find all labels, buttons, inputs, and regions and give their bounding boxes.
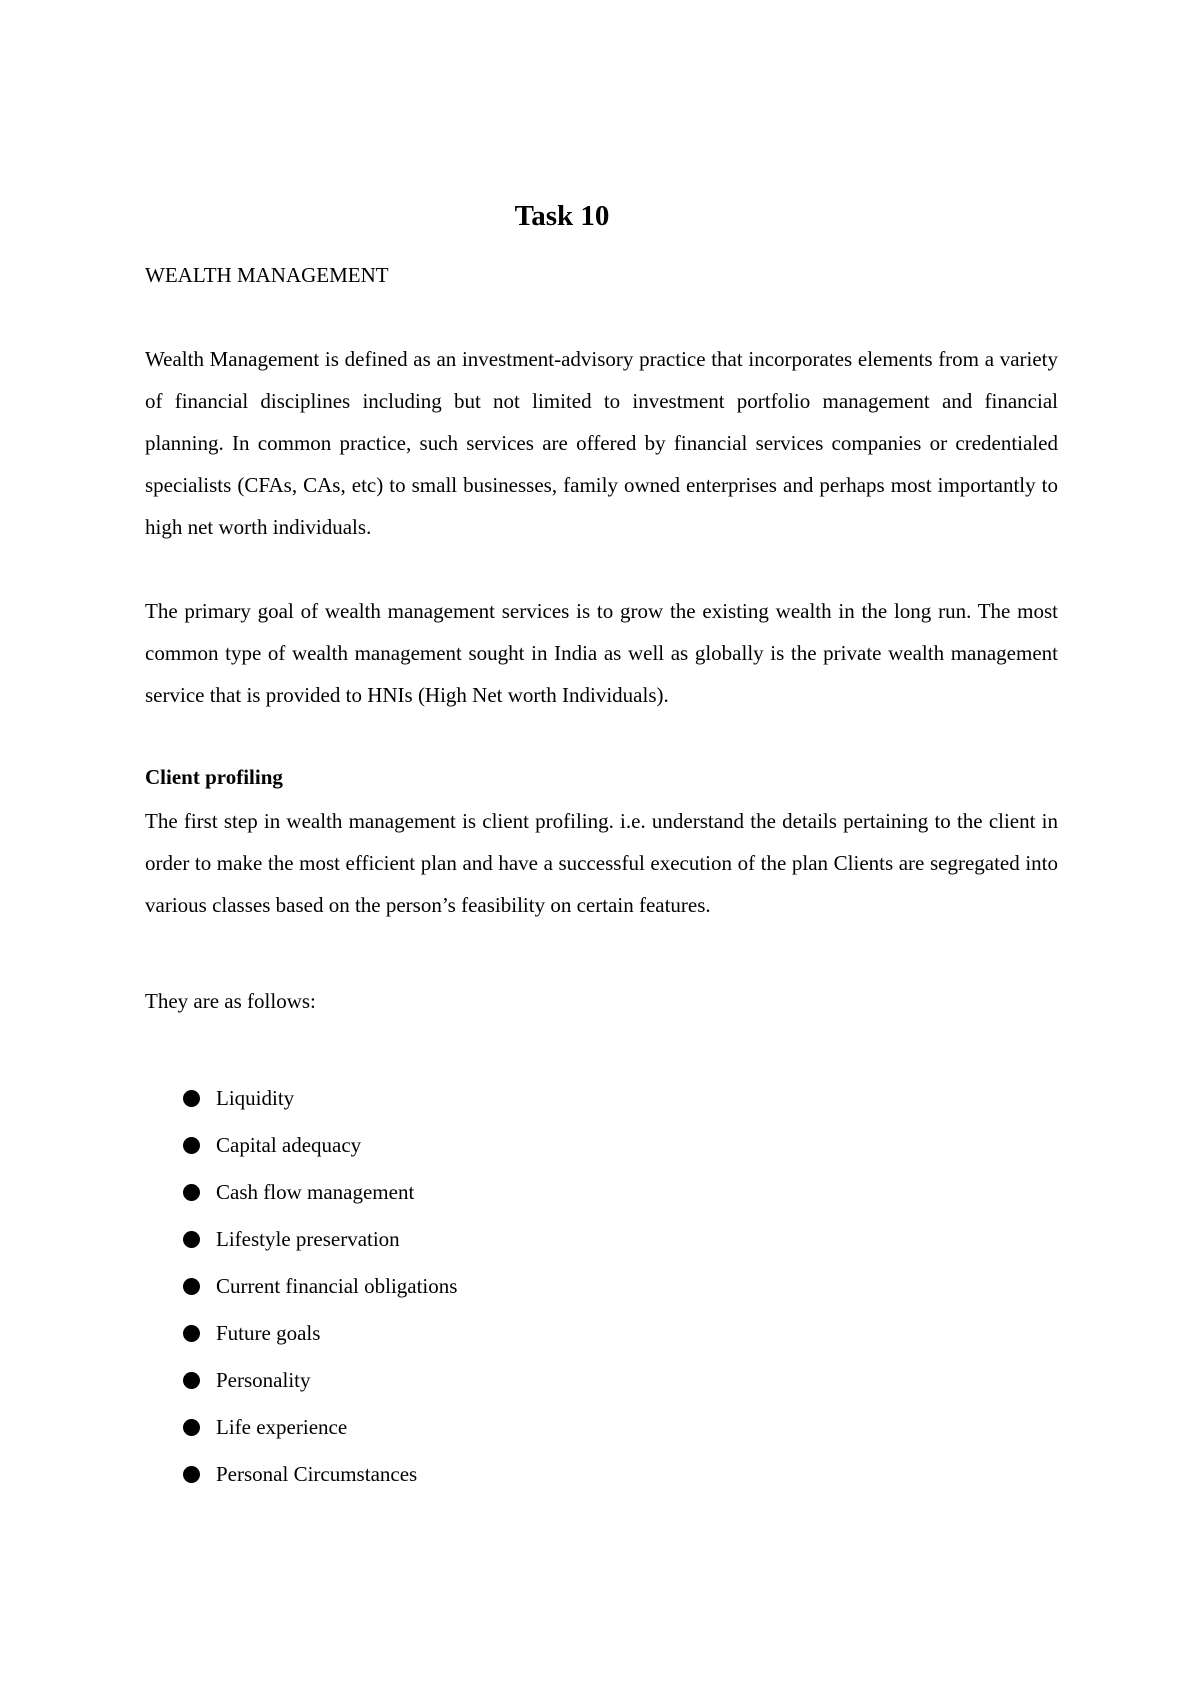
- list-item-label: Lifestyle preservation: [216, 1227, 400, 1251]
- page-title: Task 10: [514, 200, 610, 232]
- list-item-label: Liquidity: [216, 1086, 295, 1110]
- section-heading: WEALTH MANAGEMENT: [145, 263, 389, 287]
- list-item: [183, 1404, 457, 1451]
- list-intro: They are as follows:: [145, 989, 316, 1013]
- list-item: [183, 1075, 457, 1122]
- list-item: [183, 1357, 457, 1404]
- bullet-icon: [183, 1278, 200, 1295]
- bullet-icon: [183, 1325, 200, 1342]
- bullet-icon: [183, 1184, 200, 1201]
- list-item-label: Personal Circumstances: [216, 1462, 418, 1486]
- intro-paragraph: Wealth Management is defined as an investment-advisory practice that incorporates elements from a variety of financial disciplines including but not limited to investment portfolio management and financial planning. In common practice, such services are offered by financial services companies or credentialed specialists (CFAs, CAs, etc) to small businesses, family owned enterprises and perhaps most importantly to high net worth individuals.: [145, 347, 1058, 539]
- goal-paragraph: The primary goal of wealth management services is to grow the existing wealth in the long run. The most common type of wealth management sought in India as well as globally is the private wealth management service that is provided to HNIs (High Net worth Individuals).: [145, 599, 1058, 707]
- client-profiling-paragraph: The first step in wealth management is client profiling. i.e. understand the details pertaining to the client in order to make the most efficient plan and have a successful execution of the plan Clients are segregated into various classes based on the person’s feasibility on certain features.: [145, 809, 1058, 917]
- list-item-label: Current financial obligations: [216, 1274, 458, 1298]
- list-item: [183, 1451, 457, 1498]
- list-item: [183, 1216, 457, 1263]
- list-item: [183, 1169, 457, 1216]
- bullet-icon: [183, 1090, 200, 1107]
- client-profiling-heading: Client profiling: [145, 765, 283, 789]
- list-item-label: Personality: [216, 1368, 311, 1392]
- list-item-label: Capital adequacy: [216, 1133, 362, 1157]
- list-item: [183, 1122, 457, 1169]
- feature-list: [183, 1075, 457, 1498]
- list-item: [183, 1310, 457, 1357]
- list-item-label: Cash flow management: [216, 1180, 415, 1204]
- bullet-icon: [183, 1137, 200, 1154]
- bullet-icon: [183, 1419, 200, 1436]
- bullet-icon: [183, 1466, 200, 1483]
- list-item-label: Future goals: [216, 1321, 321, 1345]
- list-item-label: Life experience: [216, 1415, 348, 1439]
- bullet-icon: [183, 1231, 200, 1248]
- list-item: [183, 1263, 457, 1310]
- bullet-icon: [183, 1372, 200, 1389]
